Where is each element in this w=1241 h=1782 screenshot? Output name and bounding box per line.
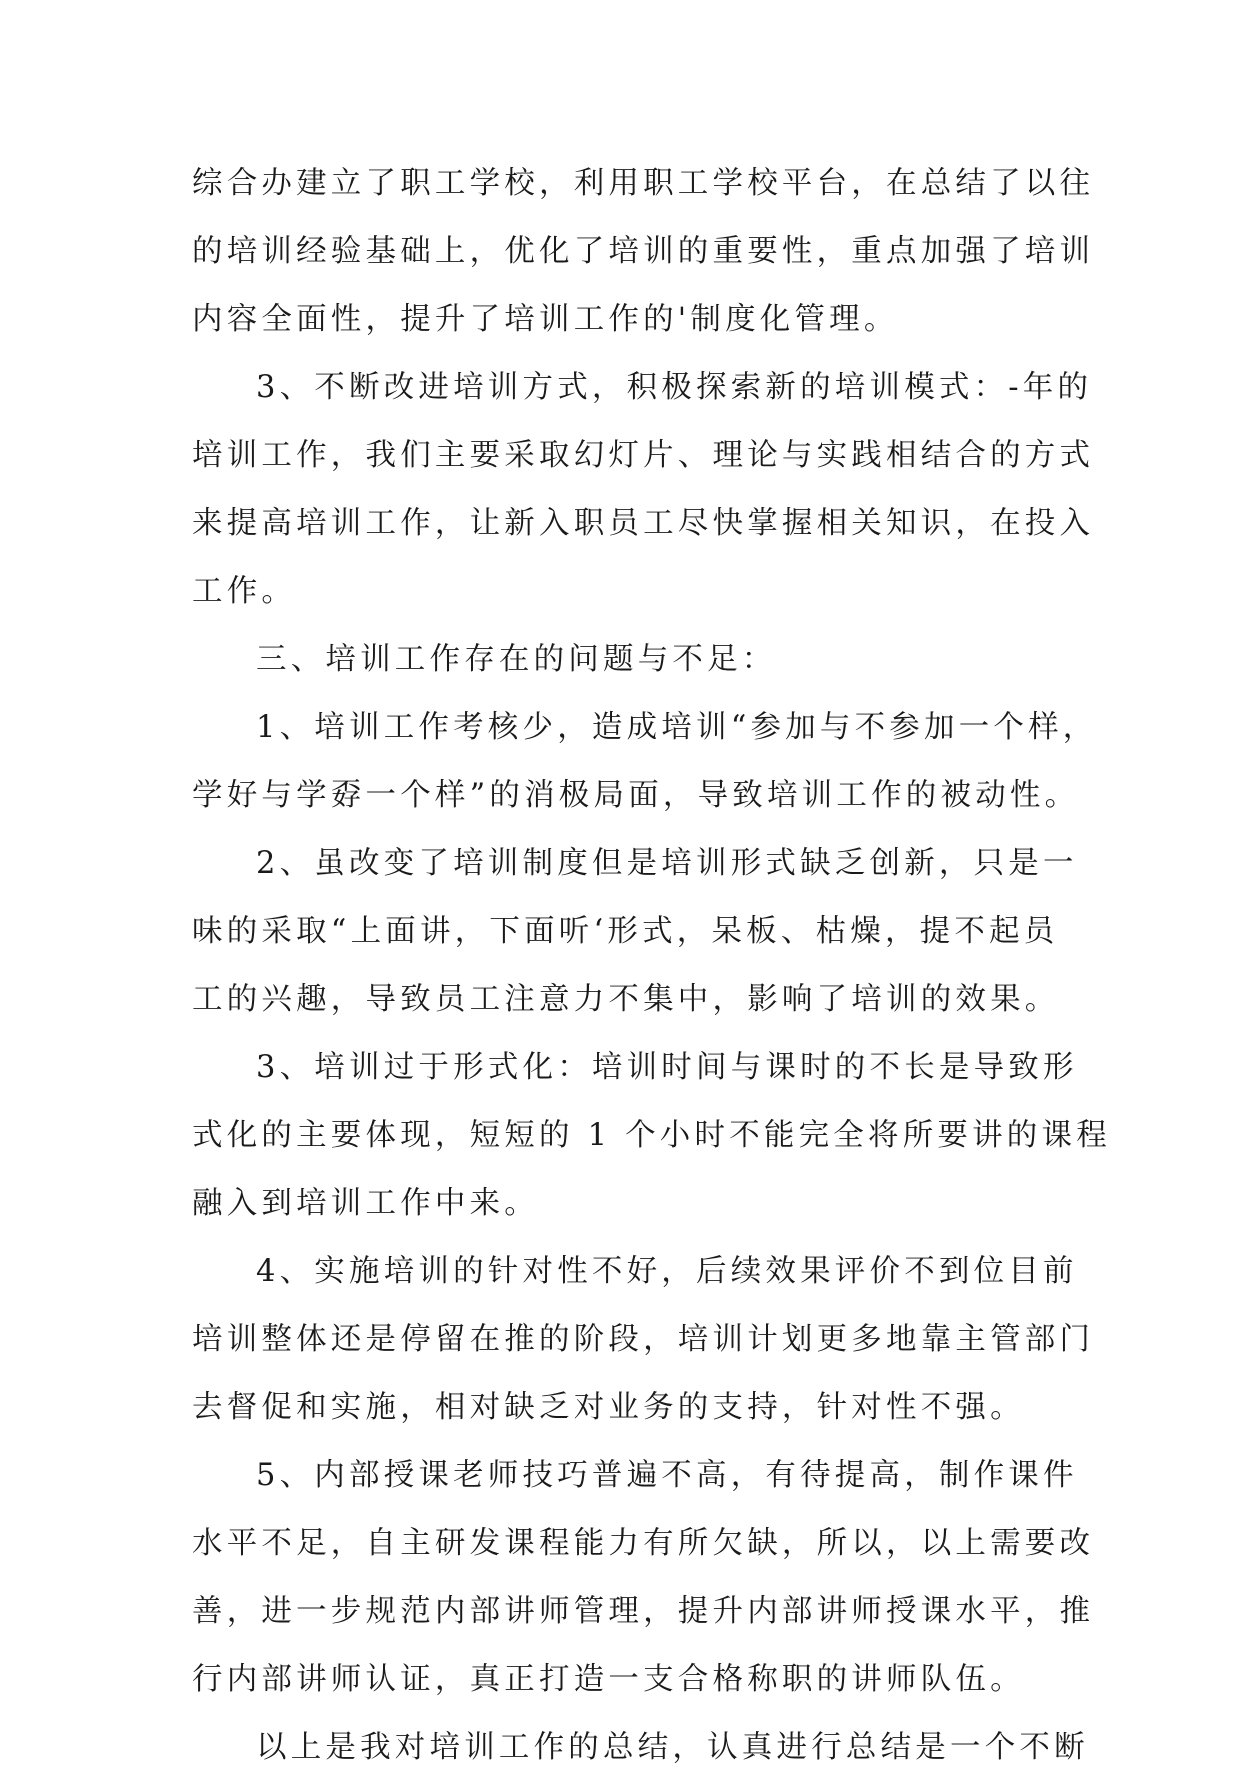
text-line: 来提高培训工作，让新入职员工尽快掌握相关知识，在投入 (192, 506, 1095, 541)
text-line: 培训工作，我们主要采取幻灯片、理论与实践相结合的方式 (192, 438, 1095, 473)
text-line: 融入到培训工作中来。 (192, 1186, 539, 1221)
text-line: 工的兴趣，导致员工注意力不集中，影响了培训的效果。 (192, 982, 1060, 1017)
text-line: 学好与学孬一个样”的消极局面，导致培训工作的被动性。 (192, 778, 1080, 813)
text-line: 式化的主要体现，短短的 1 个小时不能完全将所要讲的课程 (192, 1118, 1111, 1153)
text-line: 3、不断改进培训方式，积极探索新的培训模式：-年的 (256, 370, 1093, 405)
text-line: 工作。 (192, 574, 297, 609)
section-heading: 三、培训工作存在的问题与不足： (256, 642, 777, 677)
document-body (192, 150, 1111, 1782)
text-line: 2、虽改变了培训制度但是培训形式缺乏创新，只是一 (256, 846, 1078, 881)
text-line: 味的采取“上面讲，下面听‘形式，呆板、枯燥，提不起员 (192, 914, 1059, 949)
text-line: 的培训经验基础上，优化了培训的重要性，重点加强了培训 (192, 234, 1095, 269)
text-line: 善，进一步规范内部讲师管理，提升内部讲师授课水平，推 (192, 1594, 1095, 1629)
text-line: 4、实施培训的针对性不好，后续效果评价不到位目前 (256, 1254, 1078, 1289)
text-line: 去督促和实施，相对缺乏对业务的支持，针对性不强。 (192, 1390, 1025, 1425)
text-line: 综合办建立了职工学校，利用职工学校平台，在总结了以往 (192, 166, 1095, 201)
text-line: 水平不足，自主研发课程能力有所欠缺，所以，以上需要改 (192, 1526, 1095, 1561)
text-line: 3、培训过于形式化：培训时间与课时的不长是导致形 (256, 1050, 1078, 1085)
text-line: 5、内部授课老师技巧普遍不高，有待提高，制作课件 (256, 1458, 1078, 1493)
text-line: 内容全面性，提升了培训工作的'制度化管理。 (192, 302, 899, 337)
text-line: 行内部讲师认证，真正打造一支合格称职的讲师队伍。 (192, 1662, 1025, 1697)
text-line: 1、培训工作考核少，造成培训“参加与不参加一个样， (256, 710, 1098, 745)
text-line: 培训整体还是停留在推的阶段，培训计划更多地靠主管部门 (192, 1322, 1095, 1357)
text-line: 以上是我对培训工作的总结，认真进行总结是一个不断 (256, 1730, 1089, 1765)
